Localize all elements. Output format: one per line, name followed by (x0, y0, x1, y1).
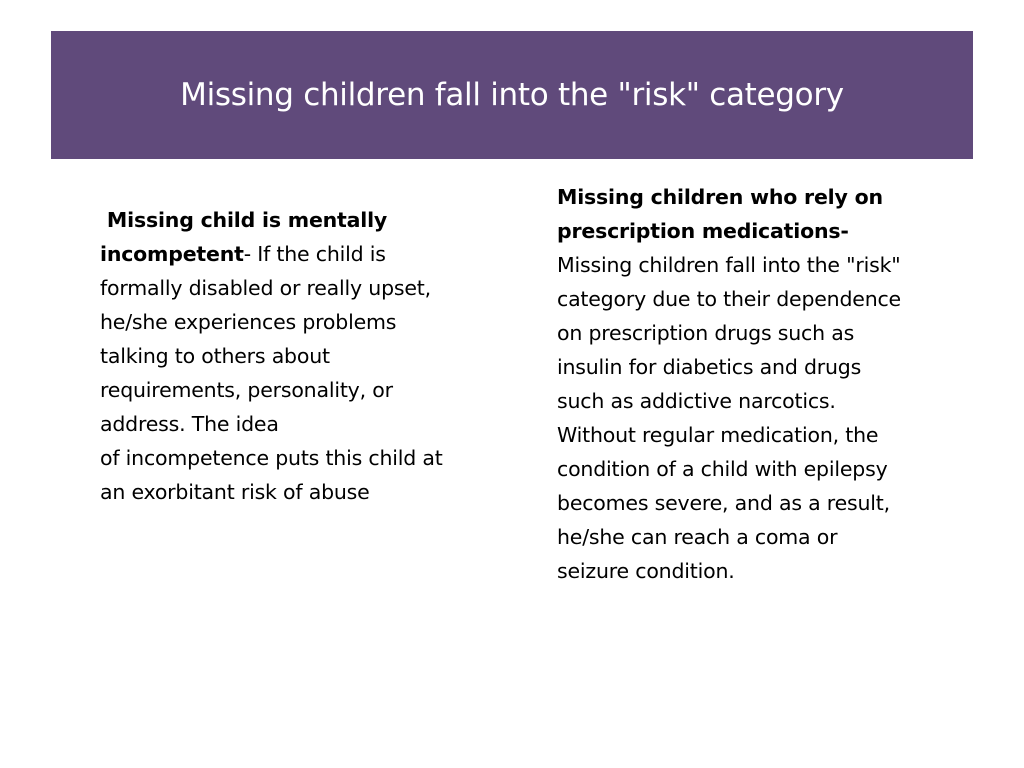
left-body-line: he/she experiences problems (100, 310, 397, 334)
right-body-line: becomes severe, and as a result, (557, 491, 890, 515)
left-heading-text-1: Missing child is mentally (100, 208, 388, 232)
right-body-line: such as addictive narcotics. (557, 389, 836, 413)
right-body-line: seizure condition. (557, 559, 735, 583)
right-text-block (557, 180, 977, 588)
left-body-line: requirements, personality, or (100, 378, 393, 402)
left-body-line: an exorbitant risk of abuse (100, 480, 370, 504)
right-body-line: condition of a child with epilepsy (557, 457, 888, 481)
left-body-line: talking to others about (100, 344, 330, 368)
right-heading-line-1: Missing children who rely on (557, 185, 883, 209)
slide-title: Missing children fall into the "risk" category (180, 77, 844, 113)
right-body-line: Without regular medication, the (557, 423, 879, 447)
left-heading-line-2 (100, 237, 500, 271)
left-heading-line-1 (100, 203, 500, 237)
left-body-line: formally disabled or really upset, (100, 276, 431, 300)
title-bar (51, 31, 973, 159)
left-heading-text-2: incompetent (100, 242, 244, 266)
left-text-block (100, 203, 500, 509)
right-body-line: Missing children fall into the "risk" (557, 253, 901, 277)
left-body-line: address. The idea (100, 412, 279, 436)
left-body-line-start: - If the child is (243, 242, 386, 266)
right-body-line: on prescription drugs such as (557, 321, 855, 345)
right-heading-line-2: prescription medications- (557, 219, 849, 243)
right-body-line: category due to their dependence (557, 287, 901, 311)
right-body-line: he/she can reach a coma or (557, 525, 838, 549)
left-body-line: of incompetence puts this child at (100, 446, 443, 470)
right-body-line: insulin for diabetics and drugs (557, 355, 862, 379)
